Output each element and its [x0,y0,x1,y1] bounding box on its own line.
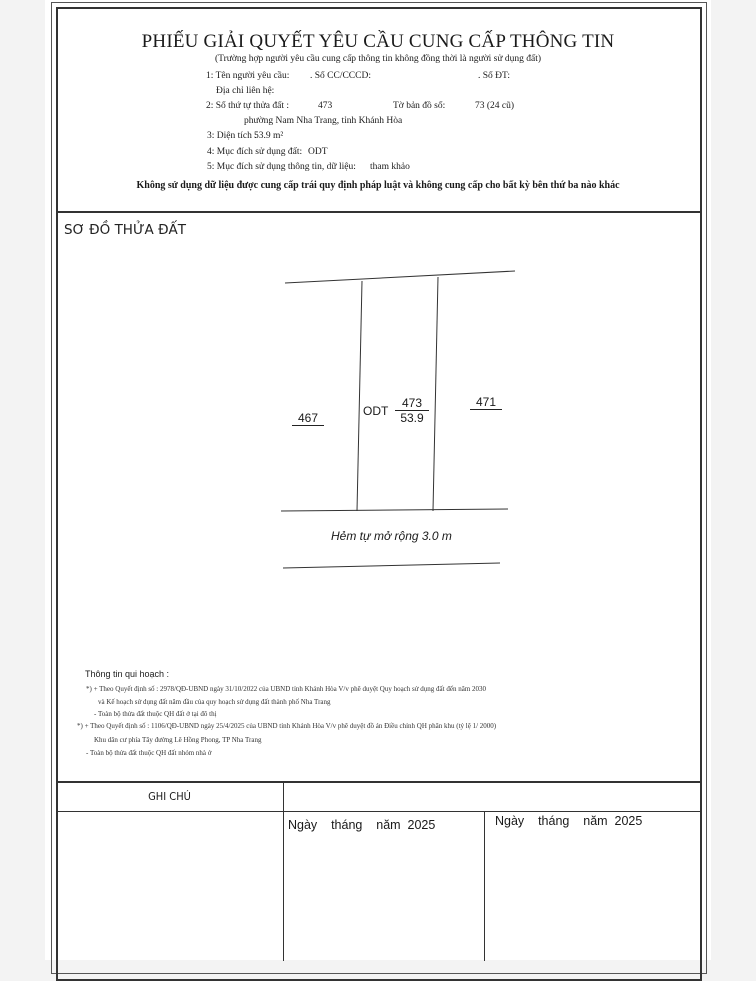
parcel-number: 473 [395,396,429,411]
table-row-divider [56,811,700,812]
landuse-label: 4: Mục đích sử dụng đất: [207,147,303,157]
neighbor-471 [470,395,502,409]
diagram-section-title: SƠ ĐỒ THỬA ĐẤT [64,222,187,238]
table-col-divider [484,811,485,961]
document-title: PHIẾU GIẢI QUYẾT YÊU CẦU CUNG CẤP THÔNG TIN [141,31,615,52]
requester-label: 1: Tên người yêu cầu: [206,71,290,81]
parcel-value: 473 [318,101,333,111]
purpose-value: tham khảo [370,162,410,172]
address-label: Địa chỉ liên hệ: [216,86,275,96]
id-label: . Số CC/CCCD: [310,71,371,81]
parcel-type-label: ODT [363,404,389,418]
phone-label: . Số ĐT: [478,71,510,81]
planning-line: - Toàn bộ thửa đất thuộc QH đất ở tại đô thị [94,710,217,718]
neighbor-471-number: 471 [470,395,502,410]
location: phường Nam Nha Trang, tỉnh Khánh Hòa [244,116,403,126]
area-label: 3: Diện tích : [207,131,257,141]
landuse-value: ODT [308,147,328,157]
planning-line: và Kế hoạch sử dụng đất năm đầu của quy hoạch sử dụng đất thành phố Nha Trang [98,698,331,706]
road-label: Hẻm tự mở rộng 3.0 m [331,529,452,543]
parcel-area: 53.9 [400,411,424,425]
document-subtitle: (Trường hợp người yêu cầu cung cấp thông tin không đồng thời là người sử dụng đất) [214,54,542,64]
planning-line: *) + Theo Quyết định số : 2978/QĐ-UBND ngày 31/10/2022 của UBND tỉnh Khánh Hòa V/v phê duyệt Quy hoạch sử dụng đất đến năm 2030 [86,685,487,693]
planning-line: Khu dân cư phía Tây đường Lê Hồng Phong, TP Nha Trang [94,736,262,744]
parcel-label: 2: Số thứ tự thửa đất : [206,101,289,111]
purpose-label: 5: Mục đích sử dụng thông tin, dữ liệu: [207,162,356,172]
planning-line: *) + Theo Quyết định số : 1106/QĐ-UBND ngày 25/4/2025 của UBND tỉnh Khánh Hòa V/v phê duyệt đồ án Điều chỉnh QH phân khu (tỷ lệ 1/ 2000) [77,722,497,730]
usage-warning: Không sử dụng dữ liệu được cung cấp trái quy định pháp luật và không cung cấp cho bất kỳ bên thứ ba nào khác [136,180,620,191]
map-sheet-value: 73 (24 cũ) [475,101,515,111]
table-col-divider [283,781,284,961]
date-line-2: Ngày tháng năm 2025 [495,814,643,828]
area-value: 53.9 m² [254,131,284,141]
neighbor-467 [292,411,324,425]
map-sheet-label: Tờ bản đồ số: [393,101,446,111]
neighbor-467-number: 467 [292,411,324,426]
date-line-1: Ngày tháng năm 2025 [288,818,436,832]
planning-line: - Toàn bộ thửa đất thuộc QH đất nhóm nhà ở [86,749,212,757]
planning-heading: Thông tin qui hoạch : [85,669,170,679]
parcel-fraction [395,396,429,425]
note-label: GHI CHÚ [148,790,191,803]
